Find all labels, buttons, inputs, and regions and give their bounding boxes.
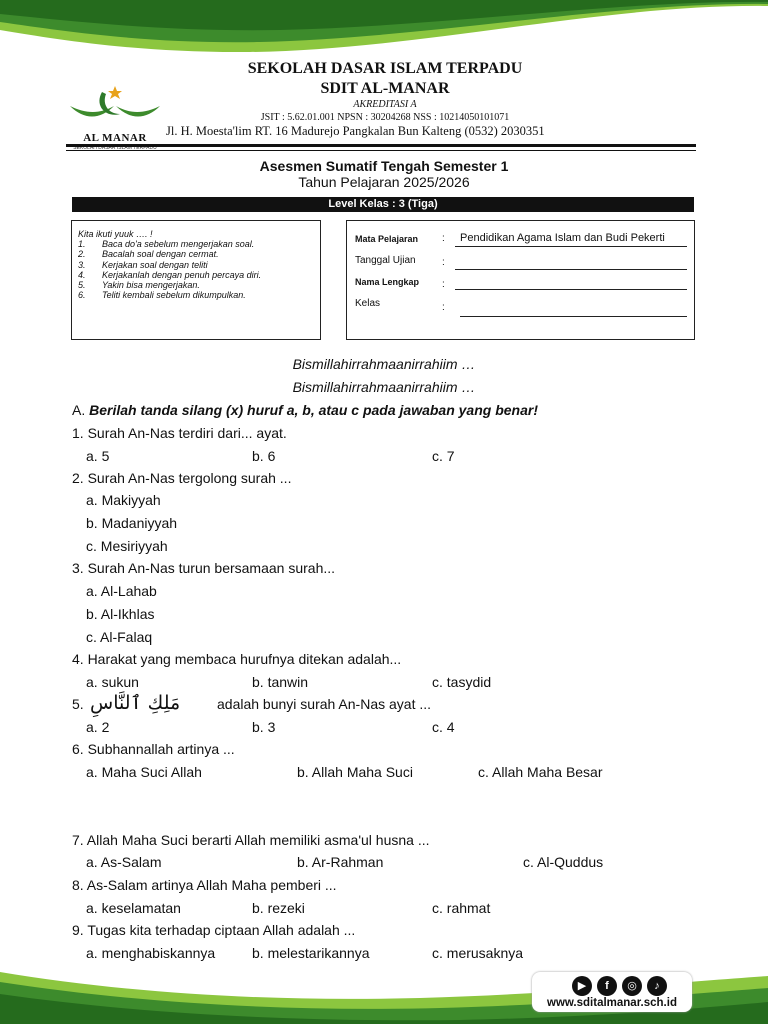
q3-option-b[interactable]: b. Al-Ikhlas <box>86 606 155 622</box>
exam-title: Asesmen Sumatif Tengah Semester 1 <box>259 158 509 174</box>
class-label: Kelas <box>355 298 381 309</box>
q8-option-c[interactable]: c. rahmat <box>432 900 491 916</box>
name-label: Nama Lengkap <box>355 277 420 287</box>
arabic-verse: مَلِكِ ٱلنَّاسِ <box>90 692 181 714</box>
date-label: Tanggal Ujian <box>355 255 416 266</box>
instruction-item: 4. Kerjakanlah dengan penuh percaya diri. <box>78 269 262 280</box>
q4-option-b[interactable]: b. tanwin <box>252 674 309 690</box>
q4-option-c[interactable]: c. tasydid <box>432 674 492 690</box>
q2-option-a[interactable]: a. Makiyyah <box>86 492 161 508</box>
footer-badge <box>532 972 692 1012</box>
instruction-item: 6. Teliti kembali sebelum dikumpulkan. <box>78 290 246 301</box>
name-colon: : <box>442 279 445 290</box>
instruction-item: 3. Kerjakan soal dengan teliti <box>78 259 208 270</box>
q9-option-c[interactable]: c. merusaknya <box>432 945 524 961</box>
question-8: 8. As-Salam artinya Allah Maha pemberi ... <box>72 877 337 893</box>
q8-option-a[interactable]: a. keselamatan <box>86 900 181 916</box>
question-4: 4. Harakat yang membaca hurufnya ditekan adalah... <box>72 651 402 667</box>
school-address: Jl. H. Moesta'lim RT. 16 Madurejo Pangkalan Bun Kalteng (0532) 2030351 <box>166 124 545 138</box>
question-9: 9. Tugas kita terhadap ciptaan Allah adalah ... <box>72 922 356 938</box>
q1-option-b[interactable]: b. 6 <box>252 448 276 464</box>
question-5-number: 5. <box>72 696 84 712</box>
q6-option-b[interactable]: b. Allah Maha Suci <box>297 764 413 780</box>
q8-option-b[interactable]: b. rezeki <box>252 900 305 916</box>
question-3: 3. Surah An-Nas turun bersamaan surah... <box>72 560 336 576</box>
q3-option-c[interactable]: c. Al-Falaq <box>86 629 153 645</box>
class-input-line[interactable] <box>460 316 687 317</box>
question-1: 1. Surah An-Nas terdiri dari... ayat. <box>72 425 287 441</box>
social-icons <box>572 976 667 996</box>
q7-option-a[interactable]: a. As-Salam <box>86 854 162 870</box>
q5-option-b[interactable]: b. 3 <box>252 719 276 735</box>
q4-option-a[interactable]: a. sukun <box>86 674 139 690</box>
accreditation: AKREDITASI A <box>353 99 417 110</box>
date-input-line[interactable] <box>455 269 687 270</box>
tiktok-icon[interactable]: ♪ <box>647 976 667 996</box>
logo-text: AL MANAR <box>83 132 147 144</box>
identity-box <box>346 220 695 340</box>
q2-option-c[interactable]: c. Mesiriyyah <box>86 538 168 554</box>
question-7: 7. Allah Maha Suci berarti Allah memiliki asma'ul husna ... <box>72 832 430 848</box>
question-5-text: adalah bunyi surah An-Nas ayat ... <box>217 696 432 712</box>
youtube-icon[interactable]: ▶ <box>572 976 592 996</box>
question-6: 6. Subhannallah artinya ... <box>72 741 235 757</box>
instruction-item: 2. Bacalah soal dengan cermat. <box>78 249 219 260</box>
question-2: 2. Surah An-Nas tergolong surah ... <box>72 470 292 486</box>
section-instruction <box>72 402 538 418</box>
instructions-box <box>71 220 321 340</box>
header-rule-thick <box>66 144 696 147</box>
subject-colon: : <box>442 233 445 244</box>
q6-option-a[interactable]: a. Maha Suci Allah <box>86 764 202 780</box>
subject-label: Mata Pelajaran <box>355 234 419 244</box>
header-rule-thin <box>66 150 696 151</box>
facebook-icon[interactable]: f <box>597 976 617 996</box>
q1-option-a[interactable]: a. 5 <box>86 448 110 464</box>
class-colon: : <box>442 302 445 313</box>
instagram-icon[interactable]: ◎ <box>622 976 642 996</box>
exam-year: Tahun Pelajaran 2025/2026 <box>298 174 470 190</box>
q3-option-a[interactable]: a. Al-Lahab <box>86 583 157 599</box>
section-letter: A. <box>72 402 86 418</box>
section-text: Berilah tanda silang (x) huruf a, b, atau c pada jawaban yang benar! <box>89 402 538 418</box>
school-ids: JSIT : 5.62.01.001 NPSN : 30204268 NSS : 10214050101071 <box>260 112 510 123</box>
website-link[interactable]: www.sditalmanar.sch.id <box>547 997 677 1009</box>
q7-option-b[interactable]: b. Ar-Rahman <box>297 854 384 870</box>
q7-option-c[interactable]: c. Al-Quddus <box>523 854 604 870</box>
name-input-line[interactable] <box>455 289 687 290</box>
subject-line <box>455 246 687 247</box>
instructions-list <box>78 239 261 301</box>
instruction-item: 5. Yakin bisa mengerjakan. <box>78 280 200 291</box>
logo-subtext: SEKOLAH DASAR ISLAM TERPADU <box>66 144 164 151</box>
q6-option-c[interactable]: c. Allah Maha Besar <box>478 764 603 780</box>
instruction-item: 1. Baca do'a sebelum mengerjakan soal. <box>78 239 255 249</box>
school-name-line2: SDIT AL-MANAR <box>320 80 450 97</box>
bismillah-2: Bismillahirrahmaanirrahiim … <box>292 379 476 395</box>
q9-option-a[interactable]: a. menghabiskannya <box>86 945 216 961</box>
date-colon: : <box>442 257 445 268</box>
bismillah-1: Bismillahirrahmaanirrahiim … <box>292 356 476 372</box>
level-bar: Level Kelas : 3 (Tiga) <box>72 197 694 212</box>
instructions-intro: Kita ikuti yuuk …. ! <box>78 229 153 239</box>
q9-option-b[interactable]: b. melestarikannya <box>252 945 370 961</box>
q5-option-a[interactable]: a. 2 <box>86 719 110 735</box>
q2-option-b[interactable]: b. Madaniyyah <box>86 515 178 531</box>
subject-value: Pendidikan Agama Islam dan Budi Pekerti <box>460 232 665 244</box>
q1-option-c[interactable]: c. 7 <box>432 448 455 464</box>
school-name-line1: SEKOLAH DASAR ISLAM TERPADU <box>247 60 523 77</box>
school-logo <box>66 84 164 151</box>
q5-option-c[interactable]: c. 4 <box>432 719 455 735</box>
